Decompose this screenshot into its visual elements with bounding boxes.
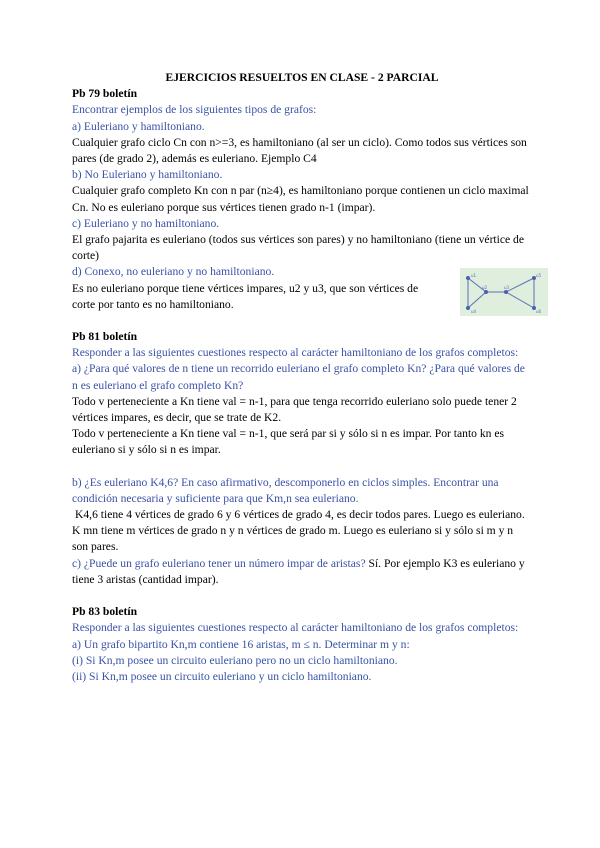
pb81-b-answer-1: K4,6 tiene 4 vértices de grado 6 y 6 vértices de grado 4, es decir todos pares. Luego es euleriano. <box>75 508 525 522</box>
pb79-b-question: b) No Euleriano y hamiltoniano. <box>72 168 223 182</box>
pb83-ii: (ii) Si Kn,m posee un circuito euleriano y un ciclo hamiltoniano. <box>72 669 372 683</box>
pb83-i: (i) Si Kn,m posee un circuito euleriano pero no un ciclo hamiltoniano. <box>72 653 398 667</box>
pb79-d-question: d) Conexo, no euleriano y no hamiltoniano. <box>72 265 275 279</box>
pb81-c-paragraph <box>72 556 532 588</box>
graph-label-u4: u4 <box>471 309 477 314</box>
pb81-b-question: b) ¿Es euleriano K4,6? En caso afirmativo, descomponerlo en ciclos simples. Encontrar una condición necesaria y suficiente para que Km,n sea euleriano. <box>72 475 499 505</box>
pb79-a-answer: Cualquier grafo ciclo Cn con n>=3, es hamiltoniano (al ser un ciclo). Como todos sus vértices son pares (de grado 2), además es euleriano. Ejemplo C4 <box>72 135 527 166</box>
graph-figure <box>460 268 548 316</box>
pb83-a-question: a) Un grafo bipartito Kn,m contiene 16 aristas, m ≤ n. Determinar m y n: <box>72 637 410 651</box>
pb81-intro: Responder a las siguientes cuestiones respecto al carácter hamiltoniano de los grafos completos: <box>72 346 519 360</box>
graph-label-u1: u1 <box>471 273 477 278</box>
graph-vertex <box>504 290 508 294</box>
graph-vertex <box>466 276 470 280</box>
pb79-c-answer: El grafo pajarita es euleriano (todos sus vértices son pares) y no hamiltoniano (tiene un vértice de corte) <box>72 233 525 263</box>
page-title: EJERCICIOS RESUELTOS EN CLASE - 2 PARCIAL <box>165 71 439 84</box>
graph-svg <box>460 268 548 316</box>
graph-label-u2: u2 <box>482 285 488 290</box>
graph-edge <box>468 292 486 308</box>
pb79-heading: Pb 79 boletín <box>72 87 138 101</box>
graph-vertex <box>466 306 470 310</box>
pb79-d-answer: Es no euleriano porque tiene vértices impares, u2 y u3, que son vértices de corte por tanto es no hamiltoniano. <box>72 281 419 311</box>
graph-edge <box>506 278 534 292</box>
pb83-heading: Pb 83 boletín <box>72 605 138 619</box>
graph-label-u3: u3 <box>504 285 510 290</box>
pb81-b-answer-2: K mn tiene m vértices de grado n y n vértices de grado m. Luego es euleriano si y sólo si m y n son pares. <box>72 524 514 554</box>
graph-edge <box>506 292 534 308</box>
pb79-a-question: a) Euleriano y hamiltoniano. <box>72 119 205 133</box>
pb81-c-question: c) ¿Puede un grafo euleriano tener un número impar de aristas? <box>72 556 366 570</box>
graph-label-u6: u6 <box>536 309 542 314</box>
pb79-c-question: c) Euleriano y no hamiltoniano. <box>72 216 220 230</box>
document-content <box>72 70 532 685</box>
pb83-intro: Responder a las siguientes cuestiones respecto al carácter hamiltoniano de los grafos completos: <box>72 621 519 635</box>
graph-label-u5: u5 <box>536 273 542 278</box>
pb81-a-answer-2: Todo v perteneciente a Kn tiene val = n-1, que será par si y sólo si n es impar. Por tanto kn es euleriano si y sólo si n es impar. <box>72 427 505 457</box>
pb81-heading: Pb 81 boletín <box>72 330 138 344</box>
pb81-c-answer: Sí. Por ejemplo K3 es euleriano y tiene 3 aristas (cantidad impar). <box>72 556 525 586</box>
pb81-a-answer-1: Todo v perteneciente a Kn tiene val = n-1, para que tenga recorrido euleriano solo puede tener 2 vértices impares, es decir, que se trate de K2. <box>72 394 517 425</box>
pb79-intro: Encontrar ejemplos de los siguientes tipos de grafos: <box>72 103 317 117</box>
pb81-a-question: a) ¿Para qué valores de n tiene un recorrido euleriano el grafo completo Kn? ¿Para qué valores de n es euleriano el grafo completo Kn? <box>72 362 525 392</box>
graph-vertex <box>484 290 488 294</box>
pb79-b-answer: Cualquier grafo completo Kn con n par (n≥4), es hamiltoniano porque contienen un ciclo maximal Cn. No es euleriano porque sus vértices tienen grado n-1 (impar). <box>72 184 529 214</box>
